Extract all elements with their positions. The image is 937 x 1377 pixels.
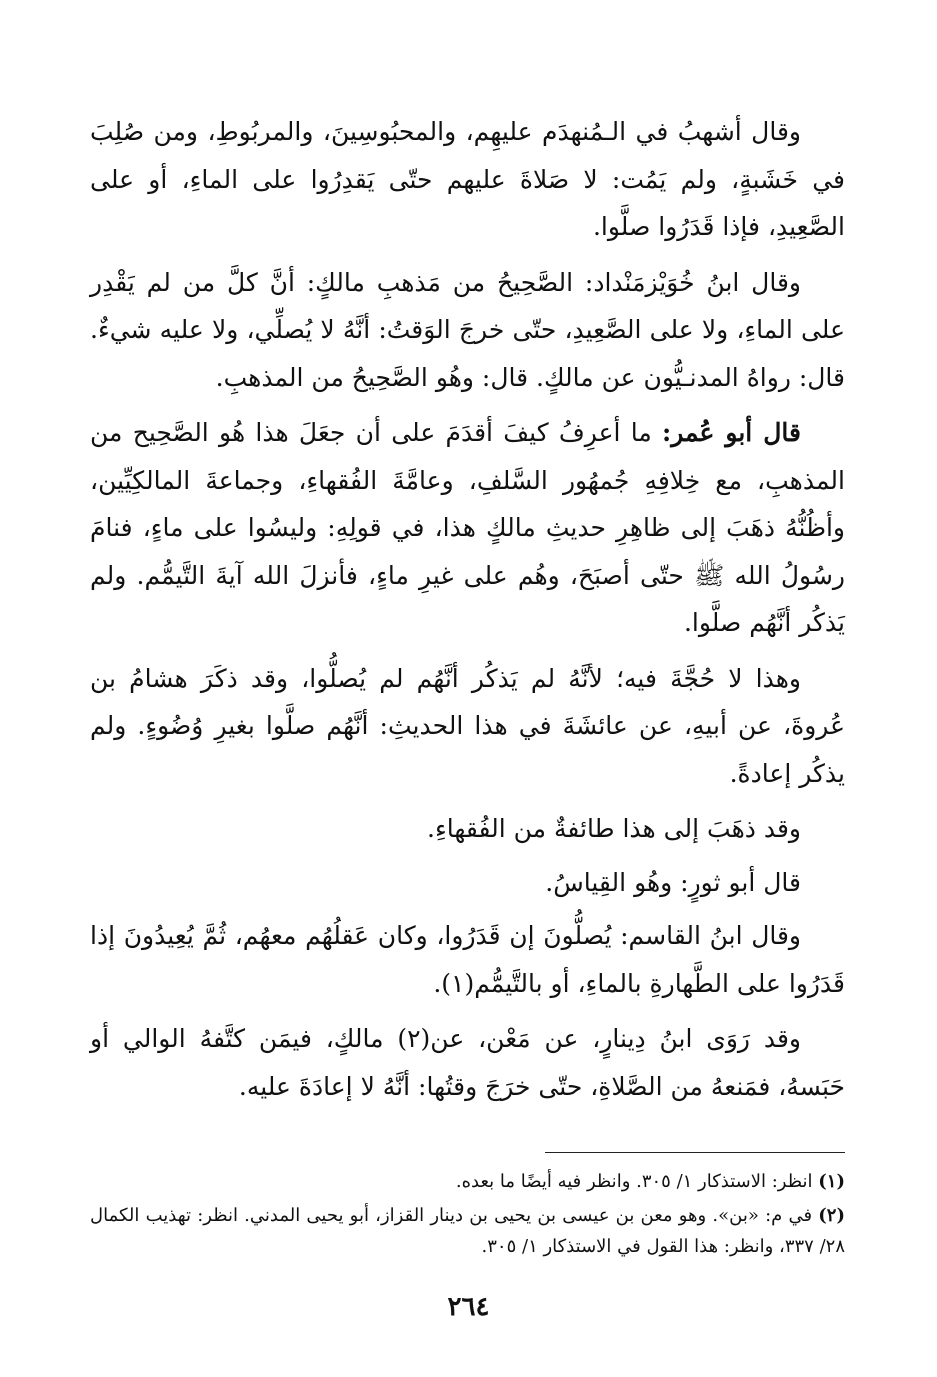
paragraph-2 [90,259,845,402]
paragraph-5-text: وقد ذهَبَ إلى هذا طائفةٌ من الفُقهاءِ. [427,814,801,843]
paragraph-4-text: وهذا لا حُجَّةَ فيه؛ لأنَّهُ لم يَذكُر أنَّهُم لم يُصلُّوا، وقد ذكَرَ هشامُ بن عُروةَ، عن أبيهِ، عن عائشَةَ في هذا الحديثِ: أنَّهُم صلَّوا بغيرِ وُضُوءٍ. ولم يذكُر إعادةً. [90,663,845,788]
footnote-1-text: انظر: الاستذكار ١/ ٣٠٥. وانظر فيه أيضًا ما بعده. [455,1171,813,1192]
footnote-2-number: (٢) [818,1205,845,1226]
paragraph-7 [90,912,845,1007]
paragraph-8 [90,1015,845,1110]
footnote-1-number: (١) [818,1171,845,1192]
paragraph-1 [90,108,845,251]
footnote-2-text: في م: «بن». وهو معن بن عيسى بن يحيى بن دينار القزاز، أبو يحيى المدني. انظر: تهذيب الكمال ٢٨/ ٣٣٧، وانظر: هذا القول في الاستذكار ١/ ٣٠٥. [90,1205,845,1257]
paragraph-7-text: وقال ابنُ القاسم: يُصلُّونَ إن قَدَرُوا، وكان عَقلُهُم معهُم، ثُمَّ يُعِيدُونَ إذا قَدَرُوا على الطَّهارةِ بالماءِ، أو بالتَّيمُّم(١). [90,921,845,998]
paragraph-6-text: قال أبو ثورٍ: وهُو القِياسُ. [545,867,801,897]
paragraph-3-text: ما أعرِفُ كيفَ أقدَمَ على أن جعَلَ هذا هُو الصَّحِيح من المذهبِ، مع خِلافِهِ جُمهُور السَّلفِ، وعامَّةَ الفُقهاءِ، وجماعةَ المالكِيِّين، وأظُنُّهُ ذهَبَ إلى ظاهِرِ حديثِ مالكٍ هذا، في قولِهِ: وليسُوا على ماءٍ، فنامَ رسُولُ الله ﷺ حتّى أصبَحَ، وهُم على غيرِ ماءٍ، فأنزلَ الله آيةَ التَّيمُّم. ولم يَذكُر أنَّهُم صلَّوا. [90,418,845,637]
paragraph-6 [90,859,845,907]
footnote-1 [90,1166,845,1197]
paragraph-4 [90,655,845,798]
paragraph-1-text: وقال أشهبُ في الـمُنهدَم عليهِم، والمحبُوسِينَ، والمربُوطِ، ومن صُلِبَ في خَشَبةٍ، ولم يَمُت: لا صَلاةَ عليهم حتّى يَقدِرُوا على الماءِ، أو على الصَّعِيدِ، فإذا قَدَرُوا صلَّوا. [90,117,845,241]
paragraph-5 [90,805,845,853]
paragraph-3-lead: قال أبو عُمر: [662,418,801,447]
paragraph-2-text: وقال ابنُ خُوَيْزمَنْداد: الصَّحِيحُ من مَذهبِ مالكٍ: أنَّ كلَّ من لم يَقْدِر على الماءِ، ولا على الصَّعِيدِ، حتّى خرجَ الوَقتُ: أنَّهُ لا يُصلِّي، ولا عليه شيءٌ. قال: رواهُ المدنـيُّون عن مالكٍ. قال: وهُو الصَّحِيحُ من المذهبِ. [90,267,845,392]
page-number: ٢٦٤ [447,1292,490,1322]
paragraph-8-text: وقد رَوَى ابنُ دِينارٍ، عن مَعْن، عن(٢) مالكٍ، فيمَن كتَّفهُ الوالي أو حَبَسهُ، فمَنعهُ من الصَّلاةِ، حتّى خرَجَ وقتُها: أنَّهُ لا إعادَةَ عليه. [90,1024,845,1101]
footnote-2 [90,1200,845,1262]
footnotes [90,1166,845,1265]
paragraph-3 [90,409,845,647]
footnote-divider [545,1152,845,1153]
main-text [90,108,845,1118]
